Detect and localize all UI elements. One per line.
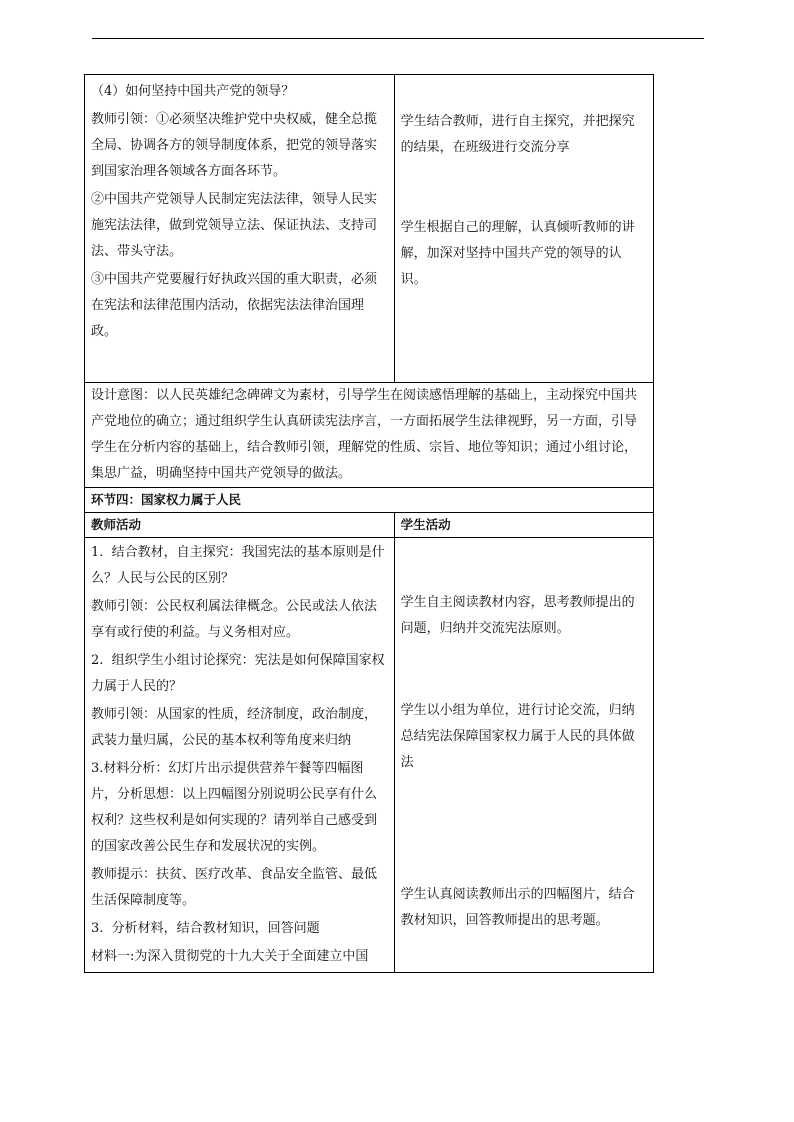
section4-body-row	[85, 538, 654, 973]
student-activity-header: 学生活动	[394, 513, 653, 538]
s4-student-activity-1: 学生自主阅读教材内容，思考教师提出的问题，归纳并交流宪法原则。	[400, 595, 635, 636]
student-activity-2: 学生根据自己的理解，认真倾听教师的讲解，加深对坚持中国共产党的领导的认识。	[400, 220, 635, 287]
section4-title-row	[85, 488, 654, 513]
s4-teacher-hint: 教师提示：扶贫、医疗改革、食品安全监管、最低生活保障制度等。	[91, 867, 378, 908]
header-rule	[92, 38, 704, 39]
teacher-guide-1: 教师引领：①必须坚决维护党中央权威，健全总揽全局、协调各方的领导制度体系，把党的领导落实到国家治理各领域各方面各环节。	[91, 112, 378, 179]
section4-header-row	[85, 513, 654, 538]
s4-teacher-guide-2: 教师引领：从国家的性质，经济制度，政治制度，武装力量归属，公民的基本权利等角度来归纳	[91, 707, 378, 748]
student-activity-1: 学生结合教师，进行自主探究，并把探究的结果，在班级进行交流分享	[400, 114, 635, 155]
teacher-guide-3: ③中国共产党要履行好执政兴国的重大职责，必须在宪法和法律范围内活动，依据宪法法律治国理政。	[91, 272, 378, 339]
section3-student-cell	[394, 75, 653, 383]
section4-title: 环节四：国家权力属于人民	[85, 488, 654, 513]
s4-material-1: 材料一:为深入贯彻党的十九大关于全面建立中国	[91, 949, 369, 964]
teacher-activity-header: 教师活动	[85, 513, 395, 538]
lesson-plan-table	[84, 74, 654, 973]
design-intent-row	[85, 383, 654, 488]
s4-student-activity-3: 学生认真阅读教师出示的四幅图片，结合教材知识，回答教师提出的思考题。	[400, 887, 635, 928]
question-4: （4）如何坚持中国共产党的领导？	[91, 84, 295, 99]
s4-item-3: 3.材料分析：幻灯片出示提供营养午餐等四幅图片，分析思想：以上四幅图分别说明公民享有什么权利？这些权利是如何实现的？请列举自己感受到的国家改善公民生存和发展状况的实例。	[91, 761, 378, 854]
design-intent-text: 设计意图：以人民英雄纪念碑碑文为素材，引导学生在阅读感悟理解的基础上，主动探究中国共产党地位的确立；通过组织学生认真研读宪法序言，一方面拓展学生法律视野，另一方面，引导学生在分析内容的基础上，结合教师引领，理解党的性质、宗旨、地位等知识；通过小组讨论，集思广益，明确坚持中国共产党领导的做法。	[91, 388, 638, 481]
section3-teacher-cell	[85, 75, 395, 383]
s4-teacher-guide-1: 教师引领：公民权利属法律概念。公民或法人依法享有或行使的利益。与义务相对应。	[91, 599, 378, 640]
teacher-guide-2: ②中国共产党领导人民制定宪法法律，领导人民实施宪法法律，做到党领导立法、保证执法、支持司法、带头守法。	[91, 192, 378, 259]
s4-item-2: 2. 组织学生小组讨论探究：宪法是如何保障国家权力属于人民的？	[91, 653, 385, 694]
section4-teacher-cell	[85, 538, 395, 973]
design-intent-cell	[85, 383, 654, 488]
s4-item-1: 1. 结合教材，自主探究：我国宪法的基本原则是什么？人民与公民的区别？	[91, 545, 385, 586]
s4-student-activity-2: 学生以小组为单位，进行讨论交流，归纳总结宪法保障国家权力属于人民的具体做法	[400, 703, 635, 770]
s4-item-4: 3. 分析材料，结合教材知识，回答问题	[91, 921, 320, 936]
section3-row	[85, 75, 654, 383]
section4-student-cell	[394, 538, 653, 973]
